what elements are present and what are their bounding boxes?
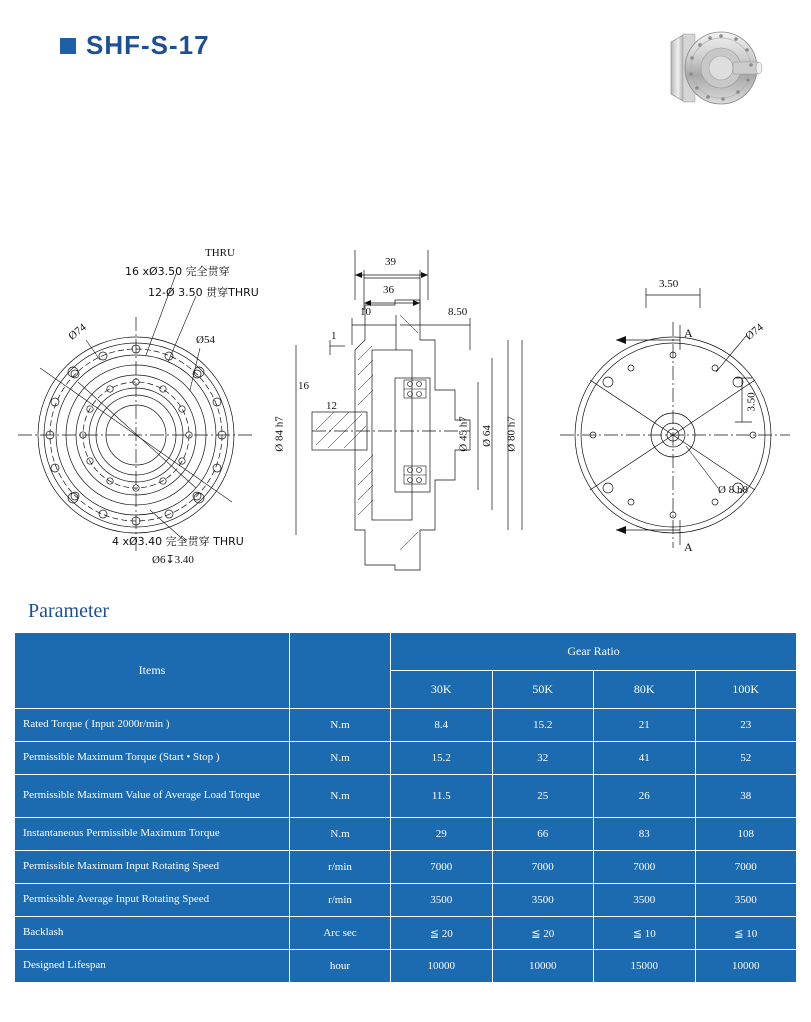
row-value-100k: 23 xyxy=(695,709,797,742)
header-gear-ratio: Gear Ratio xyxy=(391,633,797,671)
label-dia-74-left: Ø74 xyxy=(66,321,89,343)
row-value-80k: 21 xyxy=(594,709,696,742)
table-row xyxy=(15,917,797,950)
row-value-30k: 11.5 xyxy=(391,775,493,818)
label-section-a-top: A xyxy=(684,326,693,340)
header-ratio-100k: 100K xyxy=(695,671,797,709)
label-dia-54-left: Ø54 xyxy=(196,334,215,346)
label-dim-350-top: 3.50 xyxy=(659,278,679,290)
parameter-heading: Parameter xyxy=(28,600,110,622)
row-value-100k: 52 xyxy=(695,742,797,775)
row-value-30k: 7000 xyxy=(391,851,493,884)
table-row xyxy=(15,709,797,742)
row-value-30k: 3500 xyxy=(391,884,493,917)
parameter-table xyxy=(14,632,797,983)
row-value-80k: 41 xyxy=(594,742,696,775)
label-dim-12: 12 xyxy=(326,400,337,412)
label-dim-350-right: 3.50 xyxy=(745,392,758,412)
row-value-30k: 15.2 xyxy=(391,742,493,775)
label-4-holes: 4 xØ3.40 完全贯穿 THRU xyxy=(112,535,244,548)
label-dim-36: 36 xyxy=(383,284,394,296)
parameter-table-wrap xyxy=(14,632,797,983)
row-value-50k: 32 xyxy=(492,742,594,775)
label-dim-850: 8.50 xyxy=(448,306,468,318)
table-row xyxy=(15,742,797,775)
row-value-80k: 15000 xyxy=(594,950,696,983)
page-title: SHF-S-17 xyxy=(86,30,210,60)
row-unit: r/min xyxy=(290,851,391,884)
label-dim-1: 1 xyxy=(331,330,337,342)
row-value-30k: 29 xyxy=(391,818,493,851)
row-unit: N.m xyxy=(290,775,391,818)
arrow-heads xyxy=(355,272,626,534)
row-label: Designed Lifespan xyxy=(15,950,290,983)
label-counterbore: Ø6↧3.40 xyxy=(152,554,194,566)
label-dim-10: 10 xyxy=(360,306,371,318)
label-dim-16: 16 xyxy=(298,380,309,392)
header-ratio-30k: 30K xyxy=(391,671,493,709)
row-value-30k: 8.4 xyxy=(391,709,493,742)
header-unit xyxy=(290,633,391,709)
label-dia-8h8: Ø 8 h8 xyxy=(718,484,748,496)
row-label: Rated Torque ( Input 2000r/min ) xyxy=(15,709,290,742)
row-label: Permissible Maximum Torque (Start • Stop ) xyxy=(15,742,290,775)
row-value-50k: 15.2 xyxy=(492,709,594,742)
row-unit: N.m xyxy=(290,709,391,742)
page-header xyxy=(0,0,811,140)
row-label: Instantaneous Permissible Maximum Torque xyxy=(15,818,290,851)
row-unit: hour xyxy=(290,950,391,983)
row-value-80k: ≦ 10 xyxy=(594,917,696,950)
row-value-50k: 3500 xyxy=(492,884,594,917)
row-value-100k: 7000 xyxy=(695,851,797,884)
row-value-80k: 83 xyxy=(594,818,696,851)
label-12-holes: 12-Ø 3.50 贯穿THRU xyxy=(148,286,259,299)
header-ratio-50k: 50K xyxy=(492,671,594,709)
technical-drawing xyxy=(0,150,811,590)
row-value-50k: 66 xyxy=(492,818,594,851)
product-photo xyxy=(655,8,775,128)
row-value-50k: ≦ 20 xyxy=(492,917,594,950)
label-16-holes: 16 xØ3.50 完全贯穿 xyxy=(125,265,230,278)
label-dia-64: Ø 64 xyxy=(480,425,493,447)
row-unit: N.m xyxy=(290,742,391,775)
row-value-80k: 26 xyxy=(594,775,696,818)
leaders-left xyxy=(86,274,200,542)
row-value-100k: ≦ 10 xyxy=(695,917,797,950)
label-dia-80h7: Ø 80 h7 xyxy=(505,416,518,452)
row-value-50k: 7000 xyxy=(492,851,594,884)
row-unit: N.m xyxy=(290,818,391,851)
row-label: Backlash xyxy=(15,917,290,950)
row-value-100k: 38 xyxy=(695,775,797,818)
label-thru-top: THRU xyxy=(205,247,235,259)
row-value-80k: 7000 xyxy=(594,851,696,884)
row-value-100k: 3500 xyxy=(695,884,797,917)
table-row xyxy=(15,950,797,983)
row-unit: r/min xyxy=(290,884,391,917)
header-ratio-80k: 80K xyxy=(594,671,696,709)
row-value-30k: 10000 xyxy=(391,950,493,983)
label-dia-45h7: Ø 45 h7 xyxy=(457,416,470,452)
table-row xyxy=(15,818,797,851)
row-unit: Arc sec xyxy=(290,917,391,950)
row-value-80k: 3500 xyxy=(594,884,696,917)
label-section-a-bottom: A xyxy=(684,540,693,554)
header-items: Items xyxy=(15,633,290,709)
table-row xyxy=(15,775,797,818)
row-label: Permissible Maximum Value of Average Load Torque xyxy=(15,775,290,818)
row-label: Permissible Maximum Input Rotating Speed xyxy=(15,851,290,884)
row-value-100k: 108 xyxy=(695,818,797,851)
row-value-100k: 10000 xyxy=(695,950,797,983)
title-bullet-icon xyxy=(60,38,76,54)
row-value-50k: 25 xyxy=(492,775,594,818)
label-dia-74-right: Ø74 xyxy=(743,321,766,343)
product-title-row xyxy=(60,30,210,61)
label-dia-84h7: Ø 84 h7 xyxy=(273,416,286,452)
row-label: Permissible Average Input Rotating Speed xyxy=(15,884,290,917)
row-value-50k: 10000 xyxy=(492,950,594,983)
drawing-canvas xyxy=(0,150,811,590)
table-row xyxy=(15,851,797,884)
row-value-30k: ≦ 20 xyxy=(391,917,493,950)
label-dim-39: 39 xyxy=(385,256,396,268)
table-row xyxy=(15,884,797,917)
